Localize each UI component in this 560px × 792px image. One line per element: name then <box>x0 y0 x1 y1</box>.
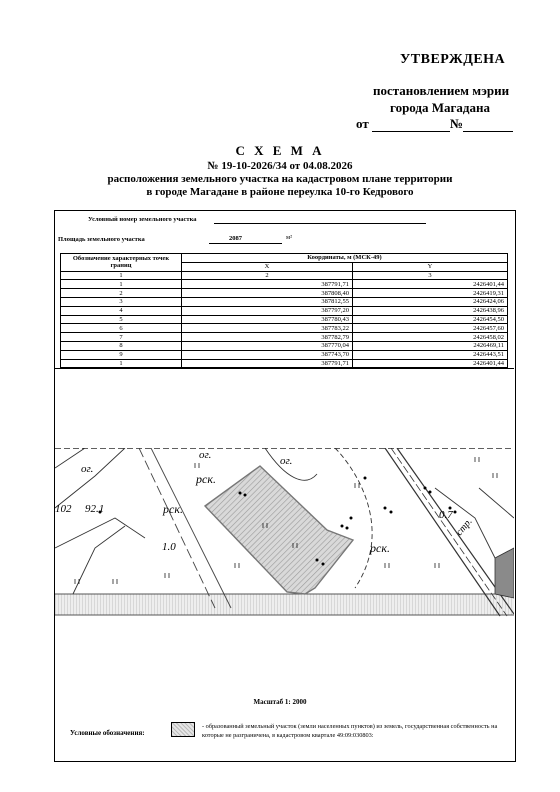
table-row <box>61 280 508 289</box>
number-sign: № <box>449 116 464 131</box>
land-parcel <box>205 466 353 594</box>
table-row <box>61 324 508 333</box>
point-cell: 3 <box>61 297 182 306</box>
map-scale: Масштаб 1: 2000 <box>253 698 307 706</box>
table-row <box>61 350 508 359</box>
point-cell: 1 <box>61 280 182 289</box>
y-cell: 2426424,06 <box>353 297 508 306</box>
y-cell: 2426438,96 <box>353 306 508 315</box>
map-label-92: 92.1 <box>85 503 105 515</box>
area-value: 2087 <box>229 235 242 242</box>
map-label-0-7: 0.7 <box>439 509 453 521</box>
table-row <box>61 315 508 324</box>
coordinates-section <box>54 210 514 369</box>
point-cell: 6 <box>61 324 182 333</box>
y-cell: 2426454,50 <box>353 315 508 324</box>
y-cell: 2426469,11 <box>353 341 508 350</box>
table-row <box>61 297 508 306</box>
x-cell: 387797,20 <box>182 306 353 315</box>
scheme-description-1: расположения земельного участка на кадастровом плане территории <box>107 173 453 185</box>
point-cell: 2 <box>61 289 182 298</box>
map-label-102: 102 <box>55 503 72 515</box>
map-label-og-1: ог. <box>81 463 94 475</box>
coordinates-rows <box>61 280 508 368</box>
map-label-str: стр. <box>453 516 475 538</box>
legend-parcel-swatch <box>171 722 195 737</box>
x-cell: 387743,70 <box>182 350 353 359</box>
area-unit: м² <box>286 234 293 241</box>
coordinates-table <box>60 253 508 368</box>
x-cell: 387782,79 <box>182 333 353 342</box>
date-blank <box>372 119 450 132</box>
decree-line-2: города Магадана <box>390 100 491 115</box>
scheme-description-2: в городе Магадане в районе переулка 10-го Кедрового <box>146 186 414 198</box>
conditional-number-blank <box>214 223 426 224</box>
point-cell: 7 <box>61 333 182 342</box>
table-row <box>61 306 508 315</box>
y-cell: 2426443,51 <box>353 350 508 359</box>
conditional-number-label: Условный номер земельного участка <box>88 216 197 223</box>
approved-heading: УТВЕРЖДЕНА <box>400 52 506 67</box>
y-cell: 2426419,31 <box>353 289 508 298</box>
map-label-rsk-1: рск. <box>163 502 183 516</box>
map-label-rsk-2: рск. <box>196 472 216 486</box>
x-cell: 387791,71 <box>182 359 353 368</box>
table-row <box>61 341 508 350</box>
scheme-title: С Х Е М А <box>235 143 325 158</box>
cadastral-map <box>55 448 514 648</box>
point-cell: 1 <box>61 359 182 368</box>
scheme-number: № 19-10-2026/34 от 04.08.2026 <box>207 160 353 172</box>
road-band <box>55 594 514 615</box>
table-row <box>61 333 508 342</box>
map-label-rsk-3: рск. <box>370 541 390 555</box>
x-cell: 387812,55 <box>182 297 353 306</box>
legend-description: - образованный земельный участок (земли населенных пунктов) из земель, государственная собственность на которые не разграничена, в кадастровом квартале 49:09:030803: <box>202 723 498 739</box>
map-label-og-2: ог. <box>199 449 212 461</box>
table-header-points: Обозначение характерных точек границ <box>61 254 182 272</box>
area-label: Площадь земельного участка <box>58 236 145 243</box>
col-num-1: 1 <box>61 271 182 280</box>
point-cell: 9 <box>61 350 182 359</box>
y-cell: 2426401,44 <box>353 280 508 289</box>
map-label-og-3: ог. <box>280 455 293 467</box>
point-cell: 4 <box>61 306 182 315</box>
legend-label: Условные обозначения: <box>70 729 145 737</box>
x-cell: 387783,22 <box>182 324 353 333</box>
col-num-2: 2 <box>182 271 353 280</box>
date-number-line <box>356 116 513 132</box>
decree-line-1: постановлением мэрии <box>373 83 510 98</box>
table-header-x: X <box>182 262 353 271</box>
point-cell: 8 <box>61 341 182 350</box>
x-cell: 387808,40 <box>182 289 353 298</box>
number-blank <box>463 119 513 132</box>
table-header-y: Y <box>353 262 508 271</box>
date-prefix: от <box>356 116 369 131</box>
x-cell: 387770,04 <box>182 341 353 350</box>
y-cell: 2426458,02 <box>353 333 508 342</box>
point-cell: 5 <box>61 315 182 324</box>
col-num-3: 3 <box>353 271 508 280</box>
x-cell: 387791,71 <box>182 280 353 289</box>
table-row <box>61 359 508 368</box>
table-header-coordinates: Координаты, м (МСК-49) <box>182 254 508 263</box>
y-cell: 2426457,60 <box>353 324 508 333</box>
y-cell: 2426401,44 <box>353 359 508 368</box>
x-cell: 387780,43 <box>182 315 353 324</box>
area-underline <box>209 243 282 244</box>
table-row <box>61 289 508 298</box>
map-label-1-0: 1.0 <box>162 541 176 553</box>
